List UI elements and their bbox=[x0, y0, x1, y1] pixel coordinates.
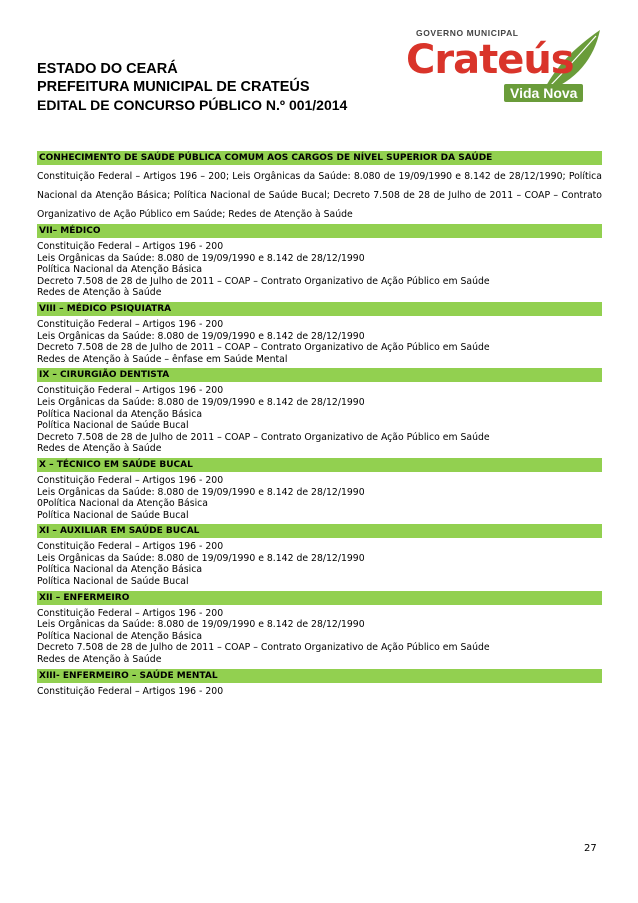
list-item: Leis Orgânicas da Saúde: 8.080 de 19/09/1990 e 8.142 de 28/12/1990 bbox=[37, 619, 365, 631]
list-item: Leis Orgânicas da Saúde: 8.080 de 19/09/1990 e 8.142 de 28/12/1990 bbox=[37, 486, 365, 498]
section-paragraph: Constituição Federal – Artigos 196 – 200; Leis Orgânicas da Saúde: 8.080 de 19/09/1990 e 8.142 de 28/12/1990; Política Nacional da Atenção Básica; Política Nacional de Saúde Bucal; Decreto 7.508 de 28 de Julho de 2011 – COAP – Contrato Organizativo de Ação Público em Saúde; Redes de Atenção à Saúde bbox=[37, 171, 602, 220]
list-item: Decreto 7.508 de 28 de Julho de 2011 – COAP – Contrato Organizativo de Ação Público em Saúde bbox=[37, 342, 490, 354]
list-item: Decreto 7.508 de 28 de Julho de 2011 – COAP – Contrato Organizativo de Ação Público em Saúde bbox=[37, 642, 490, 654]
list-item: Política Nacional da Atenção Básica bbox=[37, 408, 203, 420]
list-item: Leis Orgânicas da Saúde: 8.080 de 19/09/1990 e 8.142 de 28/12/1990 bbox=[37, 252, 365, 264]
list-item: Leis Orgânicas da Saúde: 8.080 de 19/09/1990 e 8.142 de 28/12/1990 bbox=[37, 330, 365, 342]
edital-title: EDITAL DE CONCURSO PÚBLICO N.º 001/2014 bbox=[37, 97, 348, 113]
section-common-knowledge bbox=[37, 151, 602, 224]
section-enfermeiro-saude-mental bbox=[37, 669, 602, 701]
list-item: Política Nacional de Atenção Básica bbox=[37, 630, 203, 642]
section-cirurgiao-dentista bbox=[37, 368, 602, 458]
list-item: Redes de Atenção à Saúde – ênfase em Saúde Mental bbox=[37, 353, 288, 365]
list-item: Leis Orgânicas da Saúde: 8.080 de 19/09/1990 e 8.142 de 28/12/1990 bbox=[37, 396, 365, 408]
list-item: Redes de Atenção à Saúde bbox=[37, 654, 162, 666]
list-item: Política Nacional de Saúde Bucal bbox=[37, 420, 189, 432]
list-item: Constituição Federal – Artigos 196 - 200 bbox=[37, 318, 224, 330]
list-item: Política Nacional de Saúde Bucal bbox=[37, 509, 189, 521]
municipal-logo bbox=[406, 28, 602, 106]
list-item: Redes de Atenção à Saúde bbox=[37, 287, 162, 299]
list-item: Constituição Federal – Artigos 196 - 200 bbox=[37, 541, 224, 553]
section-title: VII– MÉDICO bbox=[37, 224, 602, 238]
section-title: XIII- ENFERMEIRO – SAÚDE MENTAL bbox=[37, 669, 602, 683]
list-item: Decreto 7.508 de 28 de Julho de 2011 – COAP – Contrato Organizativo de Ação Público em Saúde bbox=[37, 431, 490, 443]
list-item: Constituição Federal – Artigos 196 - 200 bbox=[37, 607, 224, 619]
list-item: 0Política Nacional da Atenção Básica bbox=[37, 498, 208, 510]
syllabus-content bbox=[37, 151, 602, 700]
document-header bbox=[37, 60, 347, 114]
list-item: Constituição Federal – Artigos 196 - 200 bbox=[37, 385, 224, 397]
list-item: Leis Orgânicas da Saúde: 8.080 de 19/09/1990 e 8.142 de 28/12/1990 bbox=[37, 552, 365, 564]
section-title: VIII – MÉDICO PSIQUIATRA bbox=[37, 302, 602, 316]
section-title: XII – ENFERMEIRO bbox=[37, 591, 602, 605]
section-medico-psiquiatra bbox=[37, 302, 602, 368]
section-title: CONHECIMENTO DE SAÚDE PÚBLICA COMUM AOS CARGOS DE NÍVEL SUPERIOR DA SAÚDE bbox=[37, 151, 602, 165]
section-auxiliar-saude-bucal bbox=[37, 524, 602, 590]
list-item: Política Nacional de Saúde Bucal bbox=[37, 576, 189, 588]
state-name: ESTADO DO CEARÁ bbox=[37, 61, 178, 77]
section-title: IX – CIRURGIÃO DENTISTA bbox=[37, 368, 602, 382]
logo-sub-text: Vida Nova bbox=[504, 84, 583, 102]
section-medico bbox=[37, 224, 602, 302]
logo-top-text: GOVERNO MUNICIPAL bbox=[416, 28, 519, 38]
list-item: Constituição Federal – Artigos 196 - 200 bbox=[37, 685, 224, 697]
list-item: Decreto 7.508 de 28 de Julho de 2011 – COAP – Contrato Organizativo de Ação Público em Saúde bbox=[37, 275, 490, 287]
list-item: Redes de Atenção à Saúde bbox=[37, 443, 162, 455]
list-item: Política Nacional da Atenção Básica bbox=[37, 264, 203, 276]
city-hall-name: PREFEITURA MUNICIPAL DE CRATEÚS bbox=[37, 79, 310, 95]
page-number: 27 bbox=[584, 843, 597, 854]
section-enfermeiro bbox=[37, 591, 602, 669]
list-item: Constituição Federal – Artigos 196 - 200 bbox=[37, 241, 224, 252]
list-item: Constituição Federal – Artigos 196 - 200 bbox=[37, 474, 224, 486]
section-tecnico-saude-bucal bbox=[37, 458, 602, 524]
logo-main-text: Crateús bbox=[406, 37, 574, 83]
section-title: X – TÉCNICO EM SAÚDE BUCAL bbox=[37, 458, 602, 472]
list-item: Política Nacional da Atenção Básica bbox=[37, 564, 203, 576]
section-title: XI – AUXILIAR EM SAÚDE BUCAL bbox=[37, 524, 602, 538]
